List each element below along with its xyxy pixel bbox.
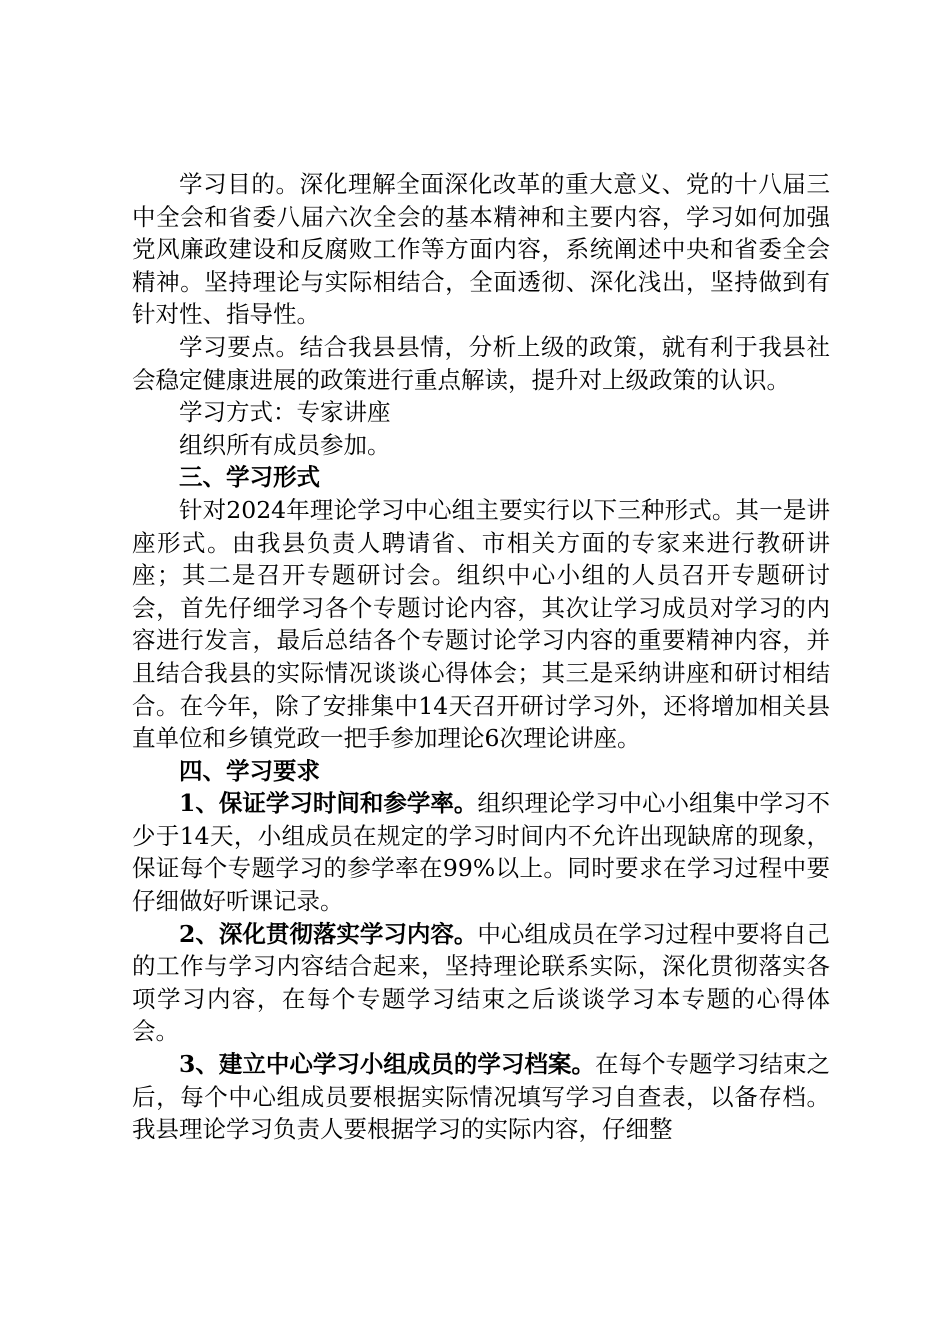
requirement-1-title: 1、保证学习时间和参学率。 xyxy=(179,789,478,818)
paragraph-study-form: 针对2024年理论学习中心组主要实行以下三种形式。其一是讲座形式。由我县负责人聘请省、市相关方面的专家来进行教研讲座；其二是召开专题研讨会。组织中心小组的人员召开专题研讨会，首先仔细学习各个专题讨论内容，其次让学习成员对学习的内容进行发言，最后总结各个专题讨论学习内容的重要精神内容，并且结合我县的实际情况谈谈心得体会；其三是采纳讲座和研讨相结合。在今年，除了安排集中14天召开研讨学习外，还将增加相关县直单位和乡镇党政一把手参加理论6次理论讲座。 xyxy=(132,495,830,753)
paragraph-study-points: 学习要点。结合我县县情，分析上级的政策，就有利于我县社会稳定健康进展的政策进行重点解读，提升对上级政策的认识。 xyxy=(132,332,830,394)
paragraph-requirement-3 xyxy=(132,1048,830,1146)
requirement-2-title: 2、深化贯彻落实学习内容。 xyxy=(179,919,478,948)
requirement-1-body: 组织理论学习中心小组集中学习不少于14天，小组成员在规定的学习时间内不允许出现缺席的现象，保证每个专题学习的参学率在99%以上。同时要求在学习过程中要仔细做好听课记录。 xyxy=(132,789,830,916)
paragraph-requirement-2 xyxy=(132,918,830,1048)
requirement-2-body: 中心组成员在学习过程中要将自己的工作与学习内容结合起来，坚持理论联系实际，深化贯彻落实各项学习内容，在每个专题学习结束之后谈谈学习本专题的心得体会。 xyxy=(132,919,830,1046)
requirement-3-title: 3、建立中心学习小组成员的学习档案。 xyxy=(179,1050,595,1079)
section-heading-study-requirements: 四、学习要求 xyxy=(179,756,320,785)
document-body xyxy=(132,168,830,1146)
section-heading-study-form: 三、学习形式 xyxy=(179,463,320,492)
requirement-3-body: 在每个专题学习结束之后，每个中心组成员要根据实际情况填写学习自查表，以备存档。我县理论学习负责人要根据学习的实际内容，仔细整 xyxy=(132,1050,830,1144)
paragraph-study-purpose: 学习目的。深化理解全面深化改革的重大意义、党的十八届三中全会和省委八届六次全会的基本精神和主要内容，学习如何加强党风廉政建设和反腐败工作等方面内容，系统阐述中央和省委全会精神。坚持理论与实际相结合，全面透彻、深化浅出，坚持做到有针对性、指导性。 xyxy=(132,170,830,329)
paragraph-requirement-1 xyxy=(132,787,830,917)
paragraph-participants: 组织所有成员参加。 xyxy=(179,430,391,459)
paragraph-study-method: 学习方式：专家讲座 xyxy=(179,398,391,427)
